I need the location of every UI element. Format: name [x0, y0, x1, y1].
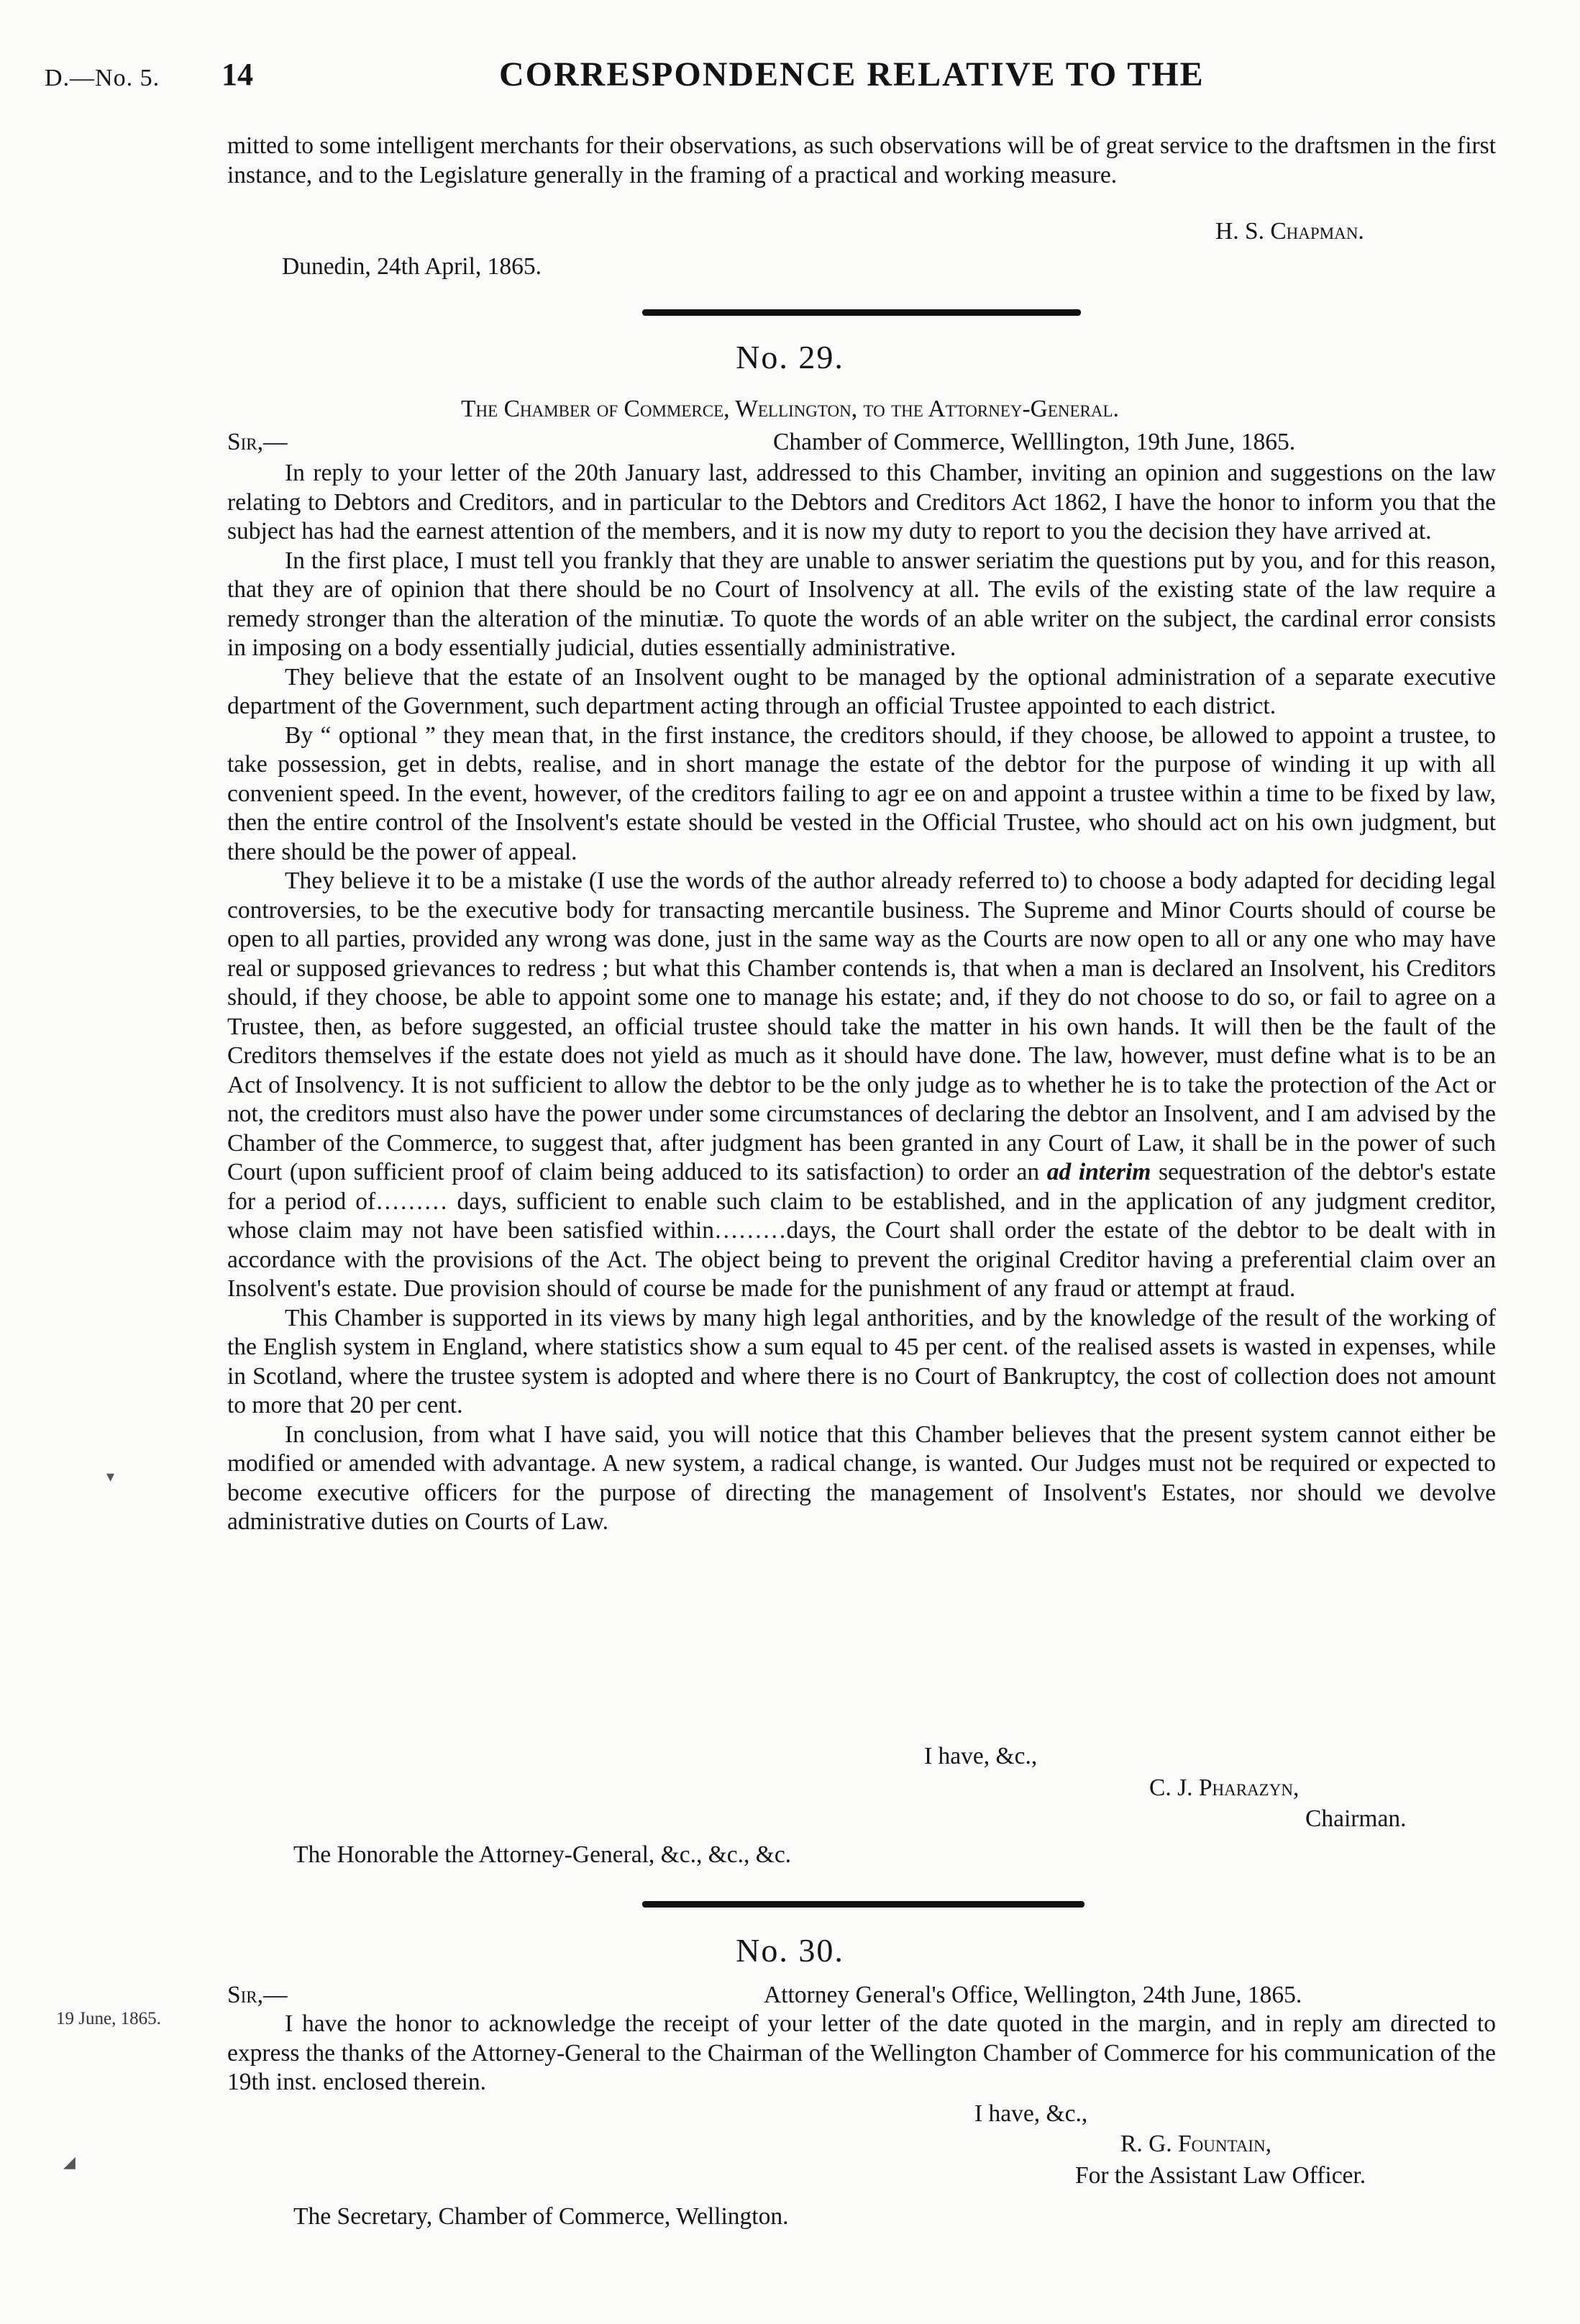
letter-29-paragraph: In the first place, I must tell you frankly that they are unable to answer seriatim the questions put by you, and for this reason, that they are of opinion that there should be no Court of Insolvency at all. The evils of the existing state of the law require a remedy stronger than the alteration of the minutiæ. To quote the words of an able writer on the subject, the cardinal error consists in imposing on a body essentially judicial, duties essentially administrative.: [227, 547, 1496, 661]
letter-29-body: [227, 459, 1496, 1537]
letter-29-address: Chamber of Commerce, Welllington, 19th June, 1865.: [773, 429, 1296, 455]
intro-section: [227, 132, 1496, 190]
running-title: CORRESPONDENCE RELATIVE TO THE: [499, 55, 1205, 94]
letter-30-signatory: R. G. Fountain,: [1120, 2131, 1271, 2157]
page-number: 14: [222, 57, 253, 92]
italic-phrase: ad interim: [1046, 1159, 1151, 1185]
letter-30-salutation: Sir,—: [227, 1982, 288, 2008]
letter-30-addressee: The Secretary, Chamber of Commerce, Wellington.: [293, 2203, 789, 2230]
scan-speck: ◢: [63, 2153, 76, 2171]
letter-29-paragraph: In conclusion, from what I have said, you will notice that this Chamber believes that the present system cannot either be modified or amended with advantage. A new system, a radical change, is wanted. Our Judges must not be required or expected to become executive officers for the purpose of directing the management of Insolvent's Estates, nor should we devolve administrative duties on Courts of Law.: [227, 1421, 1496, 1535]
letter-number-29: No. 29.: [736, 339, 844, 375]
intro-signature: H. S. Chapman.: [1215, 218, 1364, 245]
letter-29-signatory-title: Chairman.: [1305, 1805, 1407, 1832]
letter-29-salutation: Sir,—: [227, 429, 288, 455]
letter-29-paragraph: They believe it to be a mistake (I use the words of the author already referred to) to choose a body adapted for deciding legal controversies, to be the executive body for transacting mercantile business. The Supreme and Minor Courts should of course be open to all parties, provided any wrong was done, just in the same way as the Courts are now open to all or any one who may have real or supposed grievances to redress ; but what this Chamber contends is, that when a man is declared an Insolvent, his Creditors should, if they choose, be able to appoint some one to manage his estate; and, if they do not choose to do so, or fail to agree on a Trustee, then, as before suggested, an official trustee should take the matter in his own hands. It will then be the fault of the Creditors themselves if the estate does not yield as much as it should have done. The law, however, must define what is to be an Act of Insolvency. It is not sufficient to allow the debtor to be the only judge as to whether he is to take the protection of the Act or not, the creditors must also have the power under some circumstances of declaring the debtor an Insolvent, and I am advised by the Chamber of the Commerce, to suggest that, after judgment has been granted in any Court of Law, it shall be in the power of such Court (upon sufficient proof of claim being adduced to its satisfaction) to order an ad interim sequestration of the debtor's estate for a period of……… days, sufficient to enable such claim to be established, and in the application of any judgment creditor, whose claim may not have been satisfied within………days, the Court shall order the estate of the debtor to be dealt with in accordance with the provisions of the Act. The object being to prevent the original Creditor having a preferential claim over an Insolvent's estate. Due provision should of course be made for the punishment of any fraud or attempt at fraud.: [227, 867, 1496, 1302]
letter-30-address: Attorney General's Office, Wellington, 24th June, 1865.: [764, 1982, 1302, 2008]
section-divider: [642, 309, 1081, 316]
letter-29-closing: I have, &c.,: [924, 1743, 1038, 1769]
letter-number-30: No. 30.: [736, 1932, 844, 1969]
letter-29-subheading: The Chamber of Commerce, Wellington, to the Attorney-General.: [461, 396, 1119, 422]
letter-29-paragraph: They believe that the estate of an Insolvent ought to be managed by the optional administration of a separate executive department of the Government, such department acting through an official Trustee appointed to each district.: [227, 663, 1496, 719]
letter-30-closing: I have, &c.,: [974, 2100, 1088, 2127]
letter-29-paragraph: By “ optional ” they mean that, in the first instance, the creditors should, if they choose, be allowed to appoint a trustee, to take possession, get in debts, realise, and in short manage the estate of the debtor for the purpose of winding it up with all convenient speed. In the event, however, of the creditors failing to agr ee on and appoint a trustee within a time to be fixed by law, then the entire control of the Insolvent's estate should be vested in the Official Trustee, who should act on his own judgment, but there should be the power of appeal.: [227, 721, 1496, 865]
letter-30-paragraph: I have the honor to acknowledge the receipt of your letter of the date quoted in the margin, and in reply am directed to express the thanks of the Attorney-General to the Chairman of the Wellington Chamber of Commerce for his communication of the 19th inst. enclosed therein.: [227, 2010, 1496, 2095]
letter-29-paragraph: This Chamber is supported in its views by many high legal anthorities, and by the knowledge of the result of the working of the English system in England, where statistics show a sum equal to 45 per cent. of the realised assets is wasted in expenses, while in Scotland, where the trustee system is adopted and where there is no Court of Bankruptcy, the cost of collection does not amount to more that 20 per cent.: [227, 1304, 1496, 1418]
letter-29-paragraph: In reply to your letter of the 20th January last, addressed to this Chamber, inviting an opinion and suggestions on the law relating to Debtors and Creditors, and in particular to the Debtors and Creditors Act 1862, I have the honor to inform you that the subject has had the earnest attention of the members, and it is now my duty to report to you the decision they have arrived at.: [227, 460, 1496, 544]
section-divider: [642, 1901, 1084, 1908]
letter-30-signatory-title: For the Assistant Law Officer.: [1075, 2162, 1366, 2189]
document-reference: D.—No. 5.: [45, 65, 160, 91]
running-header: [0, 56, 1580, 106]
letter-30-body: [227, 2010, 1496, 2097]
intro-paragraph: mitted to some intelligent merchants for their observations, as such observations will be of great service to the draftsmen in the first instance, and to the Legislature generally in the framing of a practical and working measure.: [227, 132, 1496, 188]
letter-29-signatory: C. J. Pharazyn,: [1149, 1774, 1300, 1801]
margin-note-date: 19 June, 1865.: [56, 2009, 161, 2028]
scan-speck: ▾: [106, 1467, 115, 1485]
intro-place-date: Dunedin, 24th April, 1865.: [282, 253, 542, 280]
letter-29-addressee: The Honorable the Attorney-General, &c., &c., &c.: [293, 1841, 792, 1868]
